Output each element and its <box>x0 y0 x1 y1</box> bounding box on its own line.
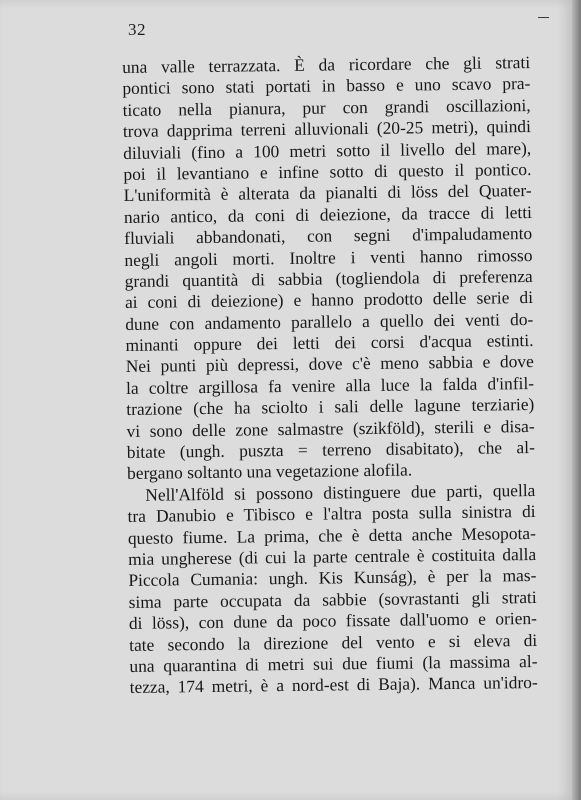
text-line: poi il levantiano e infine sotto di questo il pontico. <box>123 158 532 184</box>
text-line: vi sono delle zone salmastre (szikföld), sterili e disa- <box>126 415 535 441</box>
text-line: pontici sono stati portati in basso e uno scavo pra- <box>122 73 531 99</box>
text-line: ticato nella pianura, pur con grandi oscillazioni, <box>122 94 531 120</box>
text-line: tra Danubio e Tibisco e l'altra posta sulla sinistra di <box>127 501 536 527</box>
paragraph-start-line: Nell'Alföld si possono distinguere due parti, quella <box>145 479 536 505</box>
text-line: tezza, 174 metri, è a nord-est di Baja). Manca un'idro- <box>129 672 538 698</box>
text-line: diluviali (fino a 100 metri sotto il livello del mare), <box>123 137 532 163</box>
text-line: la coltre argillosa fa venire alla luce la falda d'infil- <box>125 372 535 398</box>
text-line: dune con andamento parallelo a quello dei venti do- <box>125 308 534 334</box>
text-line: nario antico, da coni di deiezione, da tracce di letti <box>123 201 533 227</box>
text-line: questo fiume. La prima, che è detta anche Mesopota- <box>127 522 536 548</box>
text-line: di löss), con dune da poco fissate dall'uomo e orien- <box>128 608 538 634</box>
text-line: sima parte occupata da sabbie (sovrastanti gli strati <box>128 586 537 612</box>
edge-mark <box>538 17 549 18</box>
text-line: una valle terrazzata. È da ricordare che gli strati <box>122 52 531 77</box>
body-text <box>122 52 538 699</box>
text-line: una quarantina di metri sui due fiumi (la massima al- <box>129 650 538 676</box>
text-line: fluviali abbandonati, con segni d'impaludamento <box>124 223 533 249</box>
text-line: trazione (che ha sciolto i sali delle lagune terziarie) <box>126 394 535 420</box>
page-number: 32 <box>128 20 146 39</box>
text-line: ai coni di deiezione) e hanno prodotto delle serie di <box>124 287 534 313</box>
text-line: mia ungherese (di cui la parte centrale è costituita dalla <box>128 543 537 569</box>
text-line: Nei punti più depressi, dove c'è meno sabbia e dove <box>125 351 534 377</box>
text-line: tate secondo la direzione del vento e si eleva di <box>129 629 538 655</box>
text-line: bitate (ungh. puszta = terreno disabitato), che al- <box>126 437 535 463</box>
page-edge <box>572 0 581 800</box>
text-line: trova dapprima terreni alluvionali (20-25 metri), quindi <box>122 116 531 142</box>
text-line: L'uniformità è alterata da pianalti di löss del Quater- <box>123 180 532 206</box>
text-line: minanti oppure dei letti dei corsi d'acqua estinti. <box>125 330 534 356</box>
text-line: grandi quantità di sabbia (togliendola di preferenza <box>124 265 533 291</box>
paragraph-end-line: bergano soltanto una vegetazione alofila. <box>126 459 413 484</box>
text-line: negli angoli morti. Inoltre i venti hanno rimosso <box>124 244 533 270</box>
text-line: Piccola Cumania: ungh. Kis Kunság), è per la mas- <box>128 565 537 591</box>
